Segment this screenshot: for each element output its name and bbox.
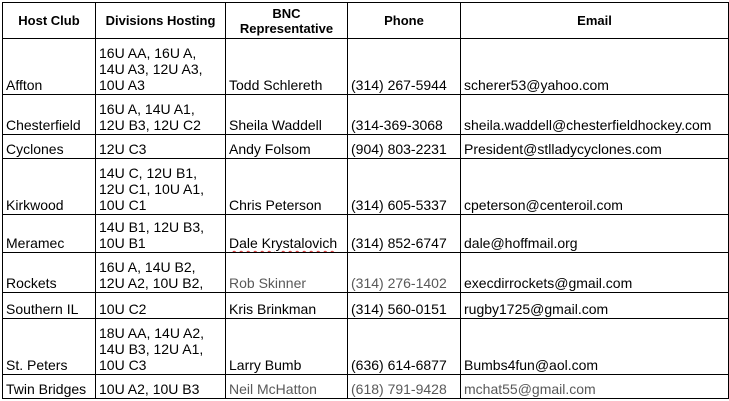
division-line: 12U A2, 10U B2, — [99, 275, 204, 291]
division-line: 10U C1 — [99, 197, 147, 213]
division-line: 14U B1, 12U B3, — [99, 219, 205, 235]
phone-number: (904) 803-2231 — [348, 135, 461, 159]
division-line: 12U C1, 10U A1, — [99, 181, 205, 197]
header-bnc-representative — [226, 3, 348, 39]
phone-number: (314) 267-5944 — [348, 39, 461, 95]
header-bnc-line1: BNC — [272, 5, 301, 21]
bnc-representative: Chris Peterson — [226, 159, 348, 215]
division-line: 10U C2 — [99, 301, 147, 317]
table-row — [3, 39, 729, 95]
table-row — [3, 159, 729, 215]
table-row — [3, 135, 729, 159]
email-address: sheila.waddell@chesterfieldhockey.com — [461, 95, 729, 135]
header-email: Email — [461, 3, 729, 39]
club-name: Rockets — [3, 253, 96, 293]
bnc-representative: Andy Folsom — [226, 135, 348, 159]
division-line: 18U AA, 14U A2, — [99, 325, 205, 341]
division-line: 10U B1 — [99, 235, 146, 251]
division-line: 16U AA, 16U A, — [99, 45, 197, 61]
table-row — [3, 95, 729, 135]
divisions-hosting — [96, 375, 226, 399]
division-line: 12U C3 — [99, 141, 147, 157]
bnc-representative: Todd Schlereth — [226, 39, 348, 95]
club-name: Southern IL — [3, 293, 96, 319]
bnc-representative: Rob Skinner — [226, 253, 348, 293]
phone-number: (636) 614-6877 — [348, 319, 461, 375]
header-divisions-hosting: Divisions Hosting — [96, 3, 226, 39]
bnc-representative — [226, 215, 348, 253]
club-name: St. Peters — [3, 319, 96, 375]
phone-number: (314-369-3068 — [348, 95, 461, 135]
phone-number: (314) 852-6747 — [348, 215, 461, 253]
table-row — [3, 293, 729, 319]
header-row — [3, 3, 729, 39]
divisions-hosting — [96, 319, 226, 375]
division-line: 16U A, 14U B2, — [99, 259, 196, 275]
division-line: 10U A2, 10U B3 — [99, 381, 200, 397]
header-bnc-line2: Representative — [239, 20, 334, 36]
divisions-hosting — [96, 159, 226, 215]
bnc-representative: Sheila Waddell — [226, 95, 348, 135]
division-line: 14U C, 12U B1, — [99, 165, 198, 181]
divisions-hosting — [96, 253, 226, 293]
email-address: execdirrockets@gmail.com — [461, 253, 729, 293]
division-line: 10U C3 — [99, 357, 147, 373]
header-phone: Phone — [348, 3, 461, 39]
email-address: cpeterson@centeroil.com — [461, 159, 729, 215]
division-line: 14U A3, 12U A3, — [99, 61, 203, 77]
club-name: Chesterfield — [3, 95, 96, 135]
phone-number: (314) 560-0151 — [348, 293, 461, 319]
bnc-representative: Neil McHatton — [226, 375, 348, 399]
divisions-hosting — [96, 39, 226, 95]
division-line: 10U A3 — [99, 77, 145, 93]
club-name: Kirkwood — [3, 159, 96, 215]
division-line: 12U B3, 12U C2 — [99, 117, 201, 133]
email-address: President@stlladycyclones.com — [461, 135, 729, 159]
host-club-table — [2, 2, 729, 399]
table-row — [3, 375, 729, 399]
divisions-hosting — [96, 293, 226, 319]
phone-number: (314) 276-1402 — [348, 253, 461, 293]
rep-name-spellcheck: Dale Krystalovich — [229, 235, 338, 251]
table-row — [3, 319, 729, 375]
club-name: Twin Bridges — [3, 375, 96, 399]
divisions-hosting — [96, 215, 226, 253]
email-address: Bumbs4fun@aol.com — [461, 319, 729, 375]
division-line: 16U A, 14U A1, — [99, 101, 195, 117]
division-line: 14U B3, 12U A1, — [99, 341, 204, 357]
email-address: scherer53@yahoo.com — [461, 39, 729, 95]
table-row — [3, 215, 729, 253]
divisions-hosting — [96, 135, 226, 159]
header-host-club: Host Club — [3, 3, 96, 39]
bnc-representative: Larry Bumb — [226, 319, 348, 375]
email-address: dale@hoffmail.org — [461, 215, 729, 253]
club-name: Meramec — [3, 215, 96, 253]
email-address: mchat55@gmail.com — [461, 375, 729, 399]
club-name: Affton — [3, 39, 96, 95]
table-row — [3, 253, 729, 293]
email-address: rugby1725@gmail.com — [461, 293, 729, 319]
phone-number: (618) 791-9428 — [348, 375, 461, 399]
club-name: Cyclones — [3, 135, 96, 159]
divisions-hosting — [96, 95, 226, 135]
bnc-representative: Kris Brinkman — [226, 293, 348, 319]
phone-number: (314) 605-5337 — [348, 159, 461, 215]
